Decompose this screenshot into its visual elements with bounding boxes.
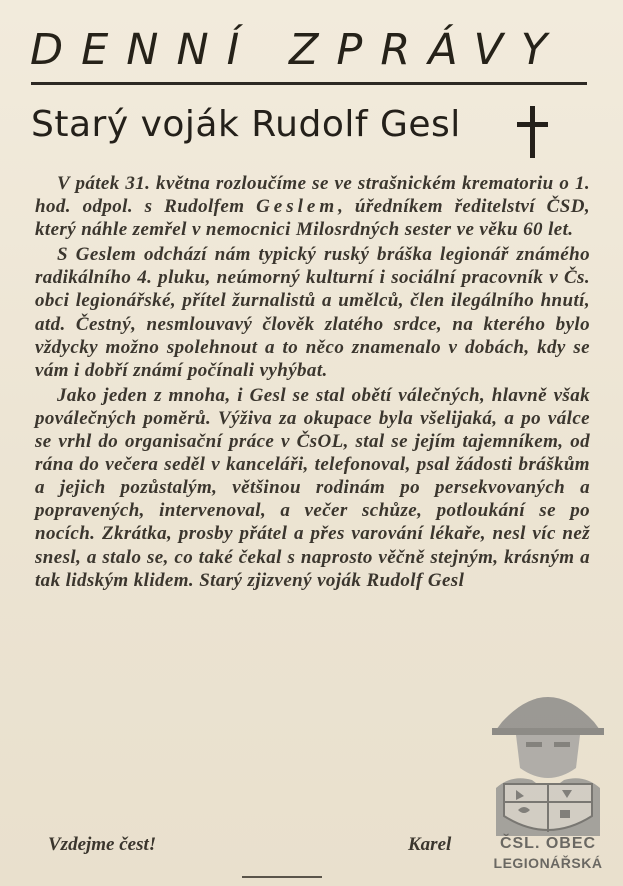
paragraph-1-part-2: , úředníkem ředitelství ČSD, který náhle zemřel v nemocnici Milosrdných sester ve věku 60 let. [35, 196, 590, 241]
article-headline: Starý voják Rudolf Gesl [31, 104, 461, 145]
latin-cross-icon [515, 106, 549, 158]
watermark-line-2: LEGIONÁŘSKÁ [493, 855, 603, 871]
author-name: Karel [408, 834, 452, 855]
soldier-helmet-emblem-icon [482, 676, 614, 836]
bottom-rule [242, 876, 322, 878]
surname-spaced: Geslem [256, 196, 339, 218]
paragraph-2: S Geslem odchází nám typický ruský bráška legionář známého radikálního 4. pluku, neúmorný kulturní i sociální pracovník v Čs. obci legionářské, přítel žurnalistů a umělců, člen ilegálního hnutí, atd. Čestný, nesmlouvavý člověk zlatého srdce, na kterého bylo vždycky možno spolehnout a to něco znamenalo v dobách, kdy se vám i dobří známí počínali vyhýbat. [35, 244, 590, 381]
legion-watermark-logo [482, 676, 614, 876]
masthead-rule [31, 82, 587, 85]
closing-salute: Vzdejme čest! [48, 834, 157, 855]
article-body [35, 172, 590, 594]
paragraph-3: Jako jeden z mnoha, i Gesl se stal obětí válečných, hlavně však poválečných poměrů. Výživa za okupace byla všelijaká, a po válce se vrhl do organisační práce v ČsOL, stal se jejím tajemníkem, od rána do večera seděl v kanceláři, telefonoval, psal žádosti bráškům a jejich pozůstalým, většinou rodinám po persekvovaných a popravených, intervenoval, a večer schůze, potloukání se po nocích. Zkrátka, prosby přátel a přes varování lékaře, nesl víc než snesl, a stalo se, co také čekal s naprosto věčně stejným, krásným a tak lidským klidem. Starý zjizvený voják Rudolf Gesl [35, 384, 590, 591]
paragraph-1 [35, 172, 590, 241]
paragraph-1-part-1: V pátek 31. května rozloučíme se ve strašnickém krematoriu o 1. hod. odpol. s Rudolfem [35, 173, 590, 218]
section-masthead: DENNÍ ZPRÁVY [30, 25, 566, 75]
watermark-line-1: ČSL. OBEC [499, 835, 597, 852]
